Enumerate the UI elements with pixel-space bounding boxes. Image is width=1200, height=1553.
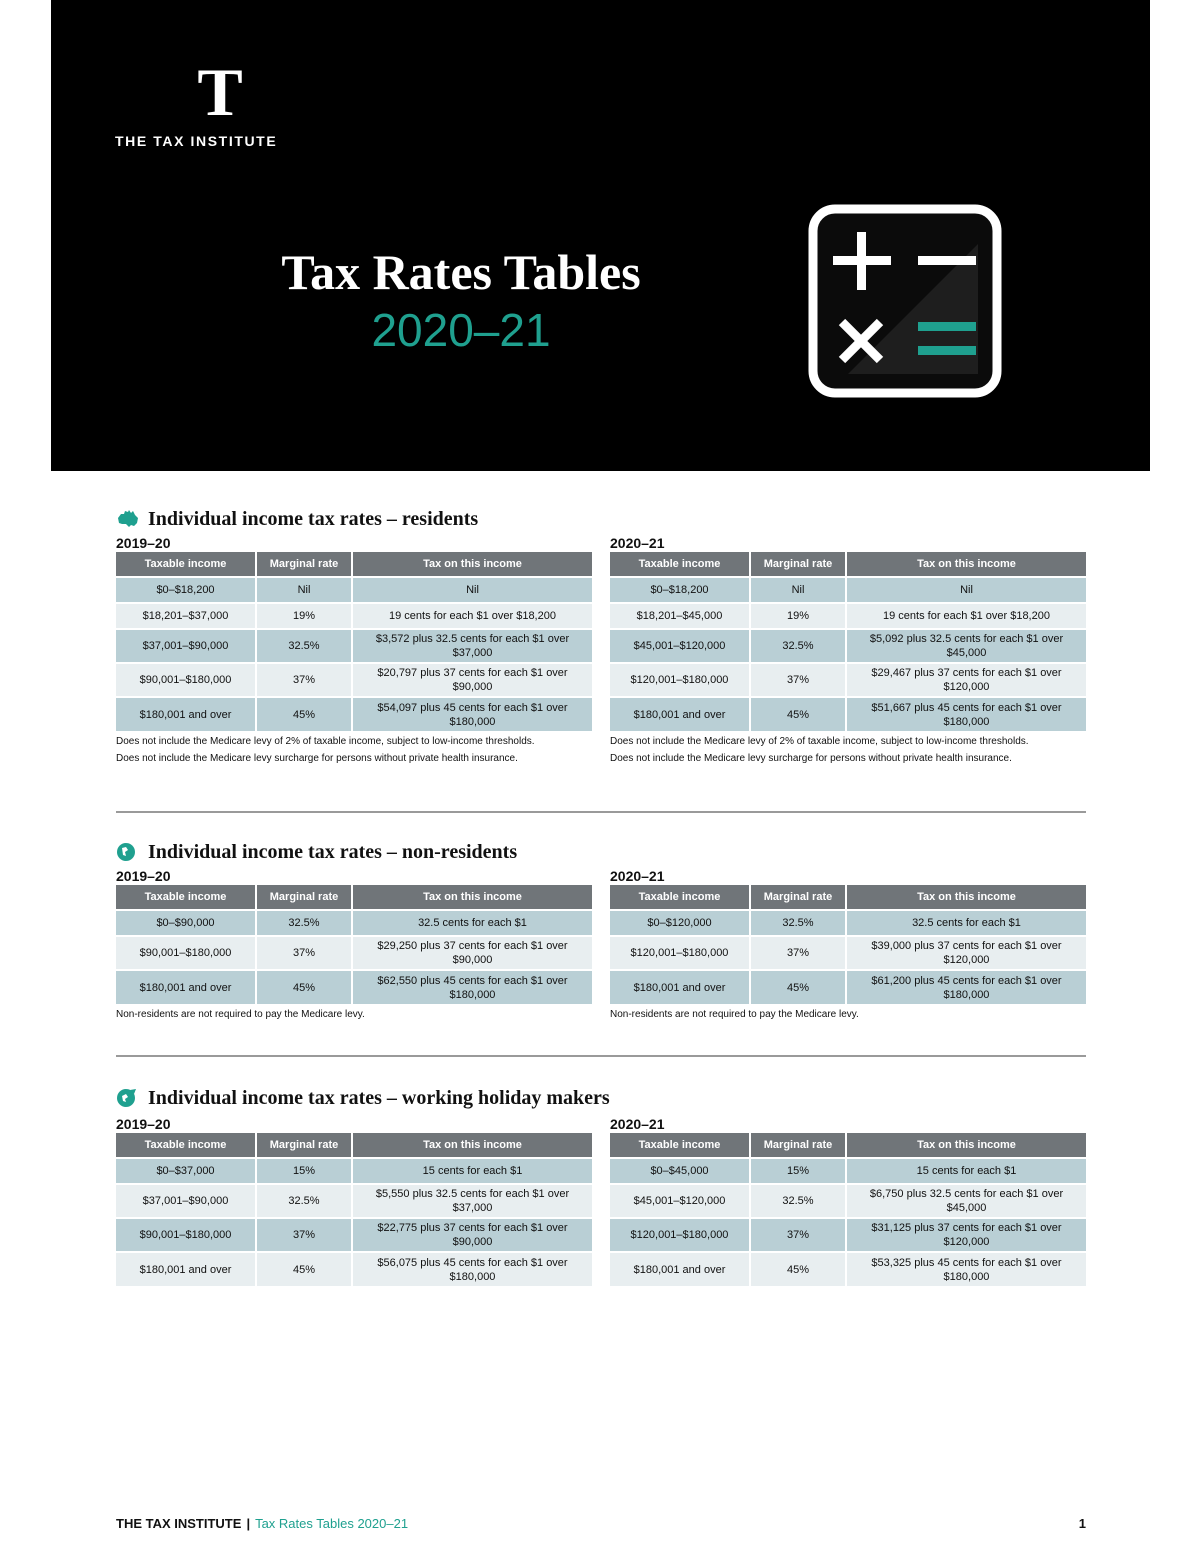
cell-income: $18,201–$45,000 [610,603,750,629]
cell-income: $45,001–$120,000 [610,629,750,663]
cell-rate: 32.5% [256,1184,352,1218]
cell-tax: $53,325 plus 45 cents for each $1 over $180,000 [846,1252,1086,1286]
tax-table [116,885,592,1004]
cell-income: $0–$90,000 [116,910,256,936]
table-row [610,603,1086,629]
column-header: Taxable income [116,885,256,910]
cell-tax: $29,467 plus 37 cents for each $1 over $120,000 [846,663,1086,697]
table-block-2020-21 [610,868,1086,1021]
year-label: 2019–20 [116,535,171,551]
cell-rate: 45% [256,970,352,1004]
logo-text: THE TAX INSTITUTE [115,133,278,149]
cell-rate: 37% [750,936,846,970]
column-header: Marginal rate [256,1133,352,1158]
cell-tax: 15 cents for each $1 [352,1158,592,1184]
cell-tax: $3,572 plus 32.5 cents for each $1 over $37,000 [352,629,592,663]
table-header [610,1133,1086,1158]
cell-tax: 19 cents for each $1 over $18,200 [352,603,592,629]
table-row [610,970,1086,1004]
australia-map-icon [116,509,140,529]
table-row [116,936,592,970]
cell-income: $0–$45,000 [610,1158,750,1184]
cell-rate: 45% [750,697,846,731]
year-label: 2020–21 [610,1116,665,1132]
cell-rate: 19% [256,603,352,629]
footer-separator: | [246,1516,251,1531]
table-note: Does not include the Medicare levy of 2% of taxable income, subject to low-income thresholds. [116,736,535,747]
table-row [116,970,592,1004]
cell-income: $0–$37,000 [116,1158,256,1184]
cell-tax: $54,097 plus 45 cents for each $1 over $180,000 [352,697,592,731]
column-header: Taxable income [116,1133,256,1158]
cell-rate: 32.5% [750,629,846,663]
table-header [610,552,1086,577]
table-note: Does not include the Medicare levy surcharge for persons without private health insurance. [116,753,518,764]
year-label: 2019–20 [116,1116,171,1132]
footer-org: THE TAX INSTITUTE [116,1516,242,1531]
cell-income: $120,001–$180,000 [610,663,750,697]
cell-tax: Nil [352,577,592,603]
section-divider [116,811,1086,813]
column-header: Marginal rate [750,552,846,577]
table-row [116,629,592,663]
cell-tax: 19 cents for each $1 over $18,200 [846,603,1086,629]
cell-income: $0–$18,200 [610,577,750,603]
cell-rate: Nil [256,577,352,603]
table-row [116,577,592,603]
tax-table [610,552,1086,731]
cell-rate: 37% [256,1218,352,1252]
section-title: Individual income tax rates – residents [148,508,479,530]
cell-rate: 37% [256,663,352,697]
cell-rate: 32.5% [256,629,352,663]
table-block-2019-20 [116,1116,592,1286]
cell-income: $37,001–$90,000 [116,629,256,663]
cell-tax: 15 cents for each $1 [846,1158,1086,1184]
cell-rate: 32.5% [750,1184,846,1218]
table-row [610,1158,1086,1184]
cell-rate: Nil [750,577,846,603]
globe-icon [116,842,140,862]
table-row [116,603,592,629]
cell-income: $180,001 and over [610,970,750,1004]
tax-table [610,885,1086,1004]
year-label: 2020–21 [610,868,665,884]
cell-tax: 32.5 cents for each $1 [352,910,592,936]
cell-income: $120,001–$180,000 [610,936,750,970]
cell-income: $180,001 and over [116,1252,256,1286]
globe-plane-icon [116,1088,140,1108]
logo-mark: T [197,54,243,130]
cell-income: $18,201–$37,000 [116,603,256,629]
cell-income: $0–$120,000 [610,910,750,936]
table-row [610,663,1086,697]
section-residents [116,507,1086,797]
table-block-2019-20 [116,535,592,765]
section-title: Individual income tax rates – non-residents [148,841,518,863]
cell-tax: $51,667 plus 45 cents for each $1 over $180,000 [846,697,1086,731]
cell-rate: 45% [256,1252,352,1286]
column-header: Tax on this income [352,1133,592,1158]
cell-income: $90,001–$180,000 [116,1218,256,1252]
section-divider [116,1055,1086,1057]
cell-tax: $62,550 plus 45 cents for each $1 over $180,000 [352,970,592,1004]
table-block-2020-21 [610,535,1086,765]
cell-tax: Nil [846,577,1086,603]
cell-tax: $39,000 plus 37 cents for each $1 over $120,000 [846,936,1086,970]
cell-income: $120,001–$180,000 [610,1218,750,1252]
table-row [116,1184,592,1218]
column-header: Tax on this income [846,885,1086,910]
cell-rate: 45% [256,697,352,731]
table-row [610,577,1086,603]
table-header [610,885,1086,910]
tax-table [116,552,592,731]
cell-rate: 15% [750,1158,846,1184]
section-title: Individual income tax rates – working holiday makers [148,1087,610,1109]
table-block-2019-20 [116,868,592,1021]
column-header: Taxable income [610,552,750,577]
table-header [116,1133,592,1158]
page-number: 1 [1078,1516,1086,1531]
cell-tax: $6,750 plus 32.5 cents for each $1 over $45,000 [846,1184,1086,1218]
column-header: Marginal rate [256,885,352,910]
cell-tax: $20,797 plus 37 cents for each $1 over $90,000 [352,663,592,697]
section-working-holiday-makers [116,1086,1086,1301]
table-note: Does not include the Medicare levy surcharge for persons without private health insurance. [610,753,1012,764]
cell-income: $180,001 and over [116,697,256,731]
table-note: Non-residents are not required to pay the Medicare levy. [610,1009,859,1020]
cell-income: $180,001 and over [116,970,256,1004]
table-header [116,552,592,577]
cell-rate: 45% [750,970,846,1004]
cell-income: $90,001–$180,000 [116,936,256,970]
table-row [610,1184,1086,1218]
tax-table [116,1133,592,1286]
cell-tax: $5,550 plus 32.5 cents for each $1 over $37,000 [352,1184,592,1218]
hero-banner [51,0,1150,471]
table-block-2020-21 [610,1116,1086,1286]
cell-tax: $61,200 plus 45 cents for each $1 over $180,000 [846,970,1086,1004]
table-row [610,936,1086,970]
cell-income: $45,001–$120,000 [610,1184,750,1218]
table-note: Does not include the Medicare levy of 2% of taxable income, subject to low-income thresholds. [610,736,1029,747]
table-row [116,1218,592,1252]
column-header: Tax on this income [352,552,592,577]
table-note: Non-residents are not required to pay the Medicare levy. [116,1009,365,1020]
column-header: Marginal rate [256,552,352,577]
table-row [610,910,1086,936]
table-row [116,697,592,731]
calculator-icon [808,204,1002,398]
year-label: 2019–20 [116,868,171,884]
page-subtitle: 2020–21 [371,304,551,356]
section-nonresidents [116,840,1086,1040]
table-row [116,910,592,936]
table-row [116,1252,592,1286]
column-header: Tax on this income [846,552,1086,577]
cell-rate: 15% [256,1158,352,1184]
column-header: Taxable income [116,552,256,577]
page-footer [116,1515,1086,1533]
cell-rate: 45% [750,1252,846,1286]
column-header: Tax on this income [352,885,592,910]
cell-tax: $5,092 plus 32.5 cents for each $1 over $45,000 [846,629,1086,663]
column-header: Taxable income [610,1133,750,1158]
table-row [610,1252,1086,1286]
cell-rate: 37% [750,1218,846,1252]
cell-tax: 32.5 cents for each $1 [846,910,1086,936]
column-header: Marginal rate [750,1133,846,1158]
cell-income: $0–$18,200 [116,577,256,603]
cell-income: $37,001–$90,000 [116,1184,256,1218]
cell-rate: 37% [256,936,352,970]
year-label: 2020–21 [610,535,665,551]
footer-doc-title: Tax Rates Tables 2020–21 [255,1516,409,1531]
table-header [116,885,592,910]
cell-income: $180,001 and over [610,1252,750,1286]
cell-income: $90,001–$180,000 [116,663,256,697]
table-row [610,697,1086,731]
cell-tax: $22,775 plus 37 cents for each $1 over $90,000 [352,1218,592,1252]
table-row [116,1158,592,1184]
page-title: Tax Rates Tables [281,244,641,300]
column-header: Tax on this income [846,1133,1086,1158]
column-header: Marginal rate [750,885,846,910]
table-row [610,1218,1086,1252]
column-header: Taxable income [610,885,750,910]
table-row [610,629,1086,663]
cell-rate: 32.5% [256,910,352,936]
tax-table [610,1133,1086,1286]
cell-rate: 37% [750,663,846,697]
cell-tax: $31,125 plus 37 cents for each $1 over $120,000 [846,1218,1086,1252]
cell-tax: $56,075 plus 45 cents for each $1 over $180,000 [352,1252,592,1286]
cell-rate: 32.5% [750,910,846,936]
cell-tax: $29,250 plus 37 cents for each $1 over $90,000 [352,936,592,970]
cell-rate: 19% [750,603,846,629]
table-row [116,663,592,697]
cell-income: $180,001 and over [610,697,750,731]
